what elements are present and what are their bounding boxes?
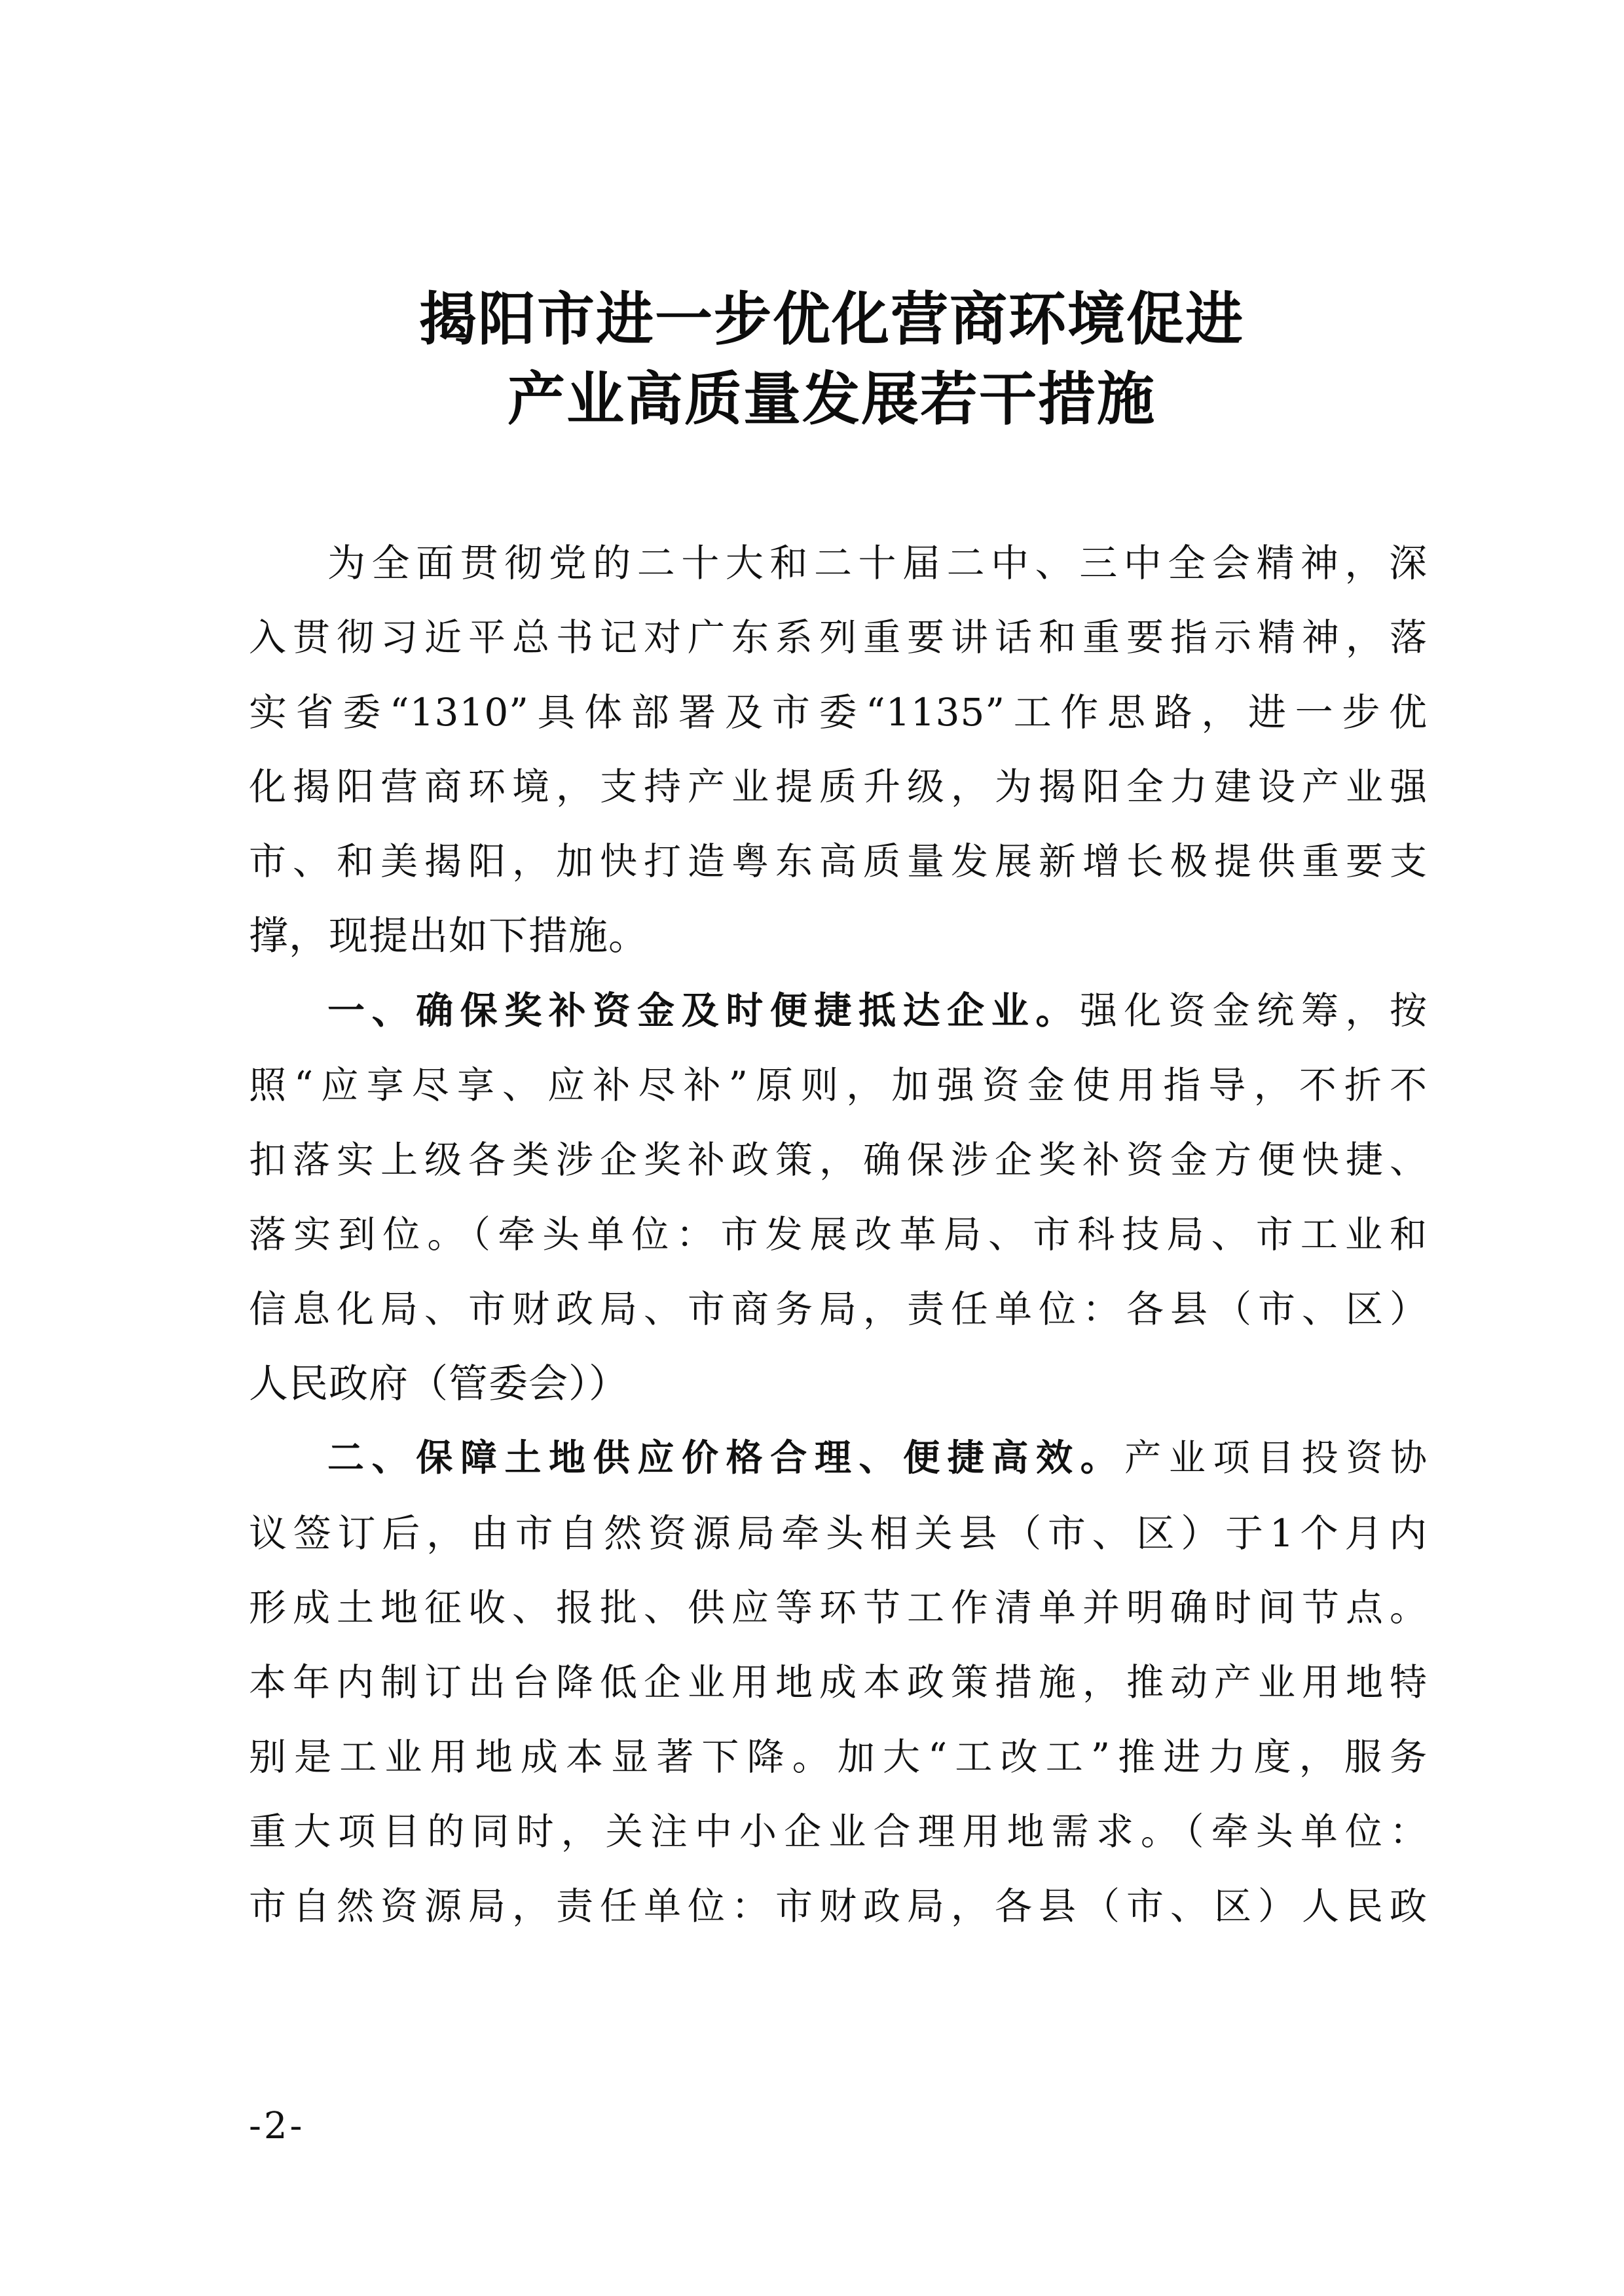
paragraph-2-line-4: 落实到位。（牵头单位：市发展改革局、市科技局、市工业和 <box>249 1213 1428 1256</box>
paragraph-1-line-5: 市、和美揭阳，加快打造粤东高质量发展新增长极提供重要支 <box>249 840 1428 883</box>
paragraph-1-line-4: 化揭阳营商环境，支持产业提质升级，为揭阳全力建设产业强 <box>249 765 1428 809</box>
document-title-line-1: 揭阳市进一步优化营商环境促进 <box>418 285 1244 353</box>
paragraph-3-line-1 <box>327 1426 1428 1491</box>
page-number: -2- <box>249 2105 305 2147</box>
paragraph-2-line-6: 人民政府（管委会）） <box>249 1361 629 1407</box>
paragraph-1-line-2: 入贯彻习近平总书记对广东系列重要讲话和重要指示精神，落 <box>249 616 1428 659</box>
paragraph-3-line-4: 本年内制订出台降低企业用地成本政策措施，推动产业用地特 <box>249 1661 1428 1704</box>
paragraph-1-line-1: 为全面贯彻党的二十大和二十届二中、三中全会精神，深 <box>327 541 1428 585</box>
paragraph-3-line-3: 形成土地征收、报批、供应等环节工作清单并明确时间节点。 <box>249 1586 1428 1630</box>
paragraph-2-line-3: 扣落实上级各类涉企奖补政策，确保涉企奖补资金方便快捷、 <box>249 1139 1428 1182</box>
paragraph-3-line-7: 市自然资源局，责任单位：市财政局，各县（市、区）人民政 <box>249 1885 1428 1928</box>
paragraph-3-line-2: 议签订后，由市自然资源局牵头相关县（市、区）于1个月内 <box>249 1511 1428 1556</box>
paragraph-2-line-2: 照“应享尽享、应补尽补”原则，加强资金使用指导，不折不 <box>249 1064 1428 1107</box>
paragraph-3-line-6: 重大项目的同时，关注中小企业合理用地需求。（牵头单位： <box>249 1810 1428 1853</box>
section-2-first-line-text: 产业项目投资协 <box>1124 1437 1428 1480</box>
paragraph-3-line-5: 别是工业用地成本显著下降。加大“工改工”推进力度，服务 <box>249 1736 1428 1779</box>
paragraph-1-line-3: 实省委“1310”具体部署及市委“1135”工作思路，进一步优 <box>249 690 1428 735</box>
document-title-line-2: 产业高质量发展若干措施 <box>507 365 1156 433</box>
paragraph-2-line-5: 信息化局、市财政局、市商务局，责任单位：各县（市、区） <box>249 1288 1428 1331</box>
paragraph-2-line-1 <box>327 978 1428 1044</box>
section-1-heading: 一、确保奖补资金及时便捷抵达企业。 <box>327 989 1080 1032</box>
paragraph-1-line-6: 撑，现提出如下措施。 <box>249 913 648 959</box>
section-1-first-line-text: 强化资金统筹，按 <box>1079 989 1428 1032</box>
section-2-heading: 二、保障土地供应价格合理、便捷高效。 <box>327 1437 1125 1480</box>
